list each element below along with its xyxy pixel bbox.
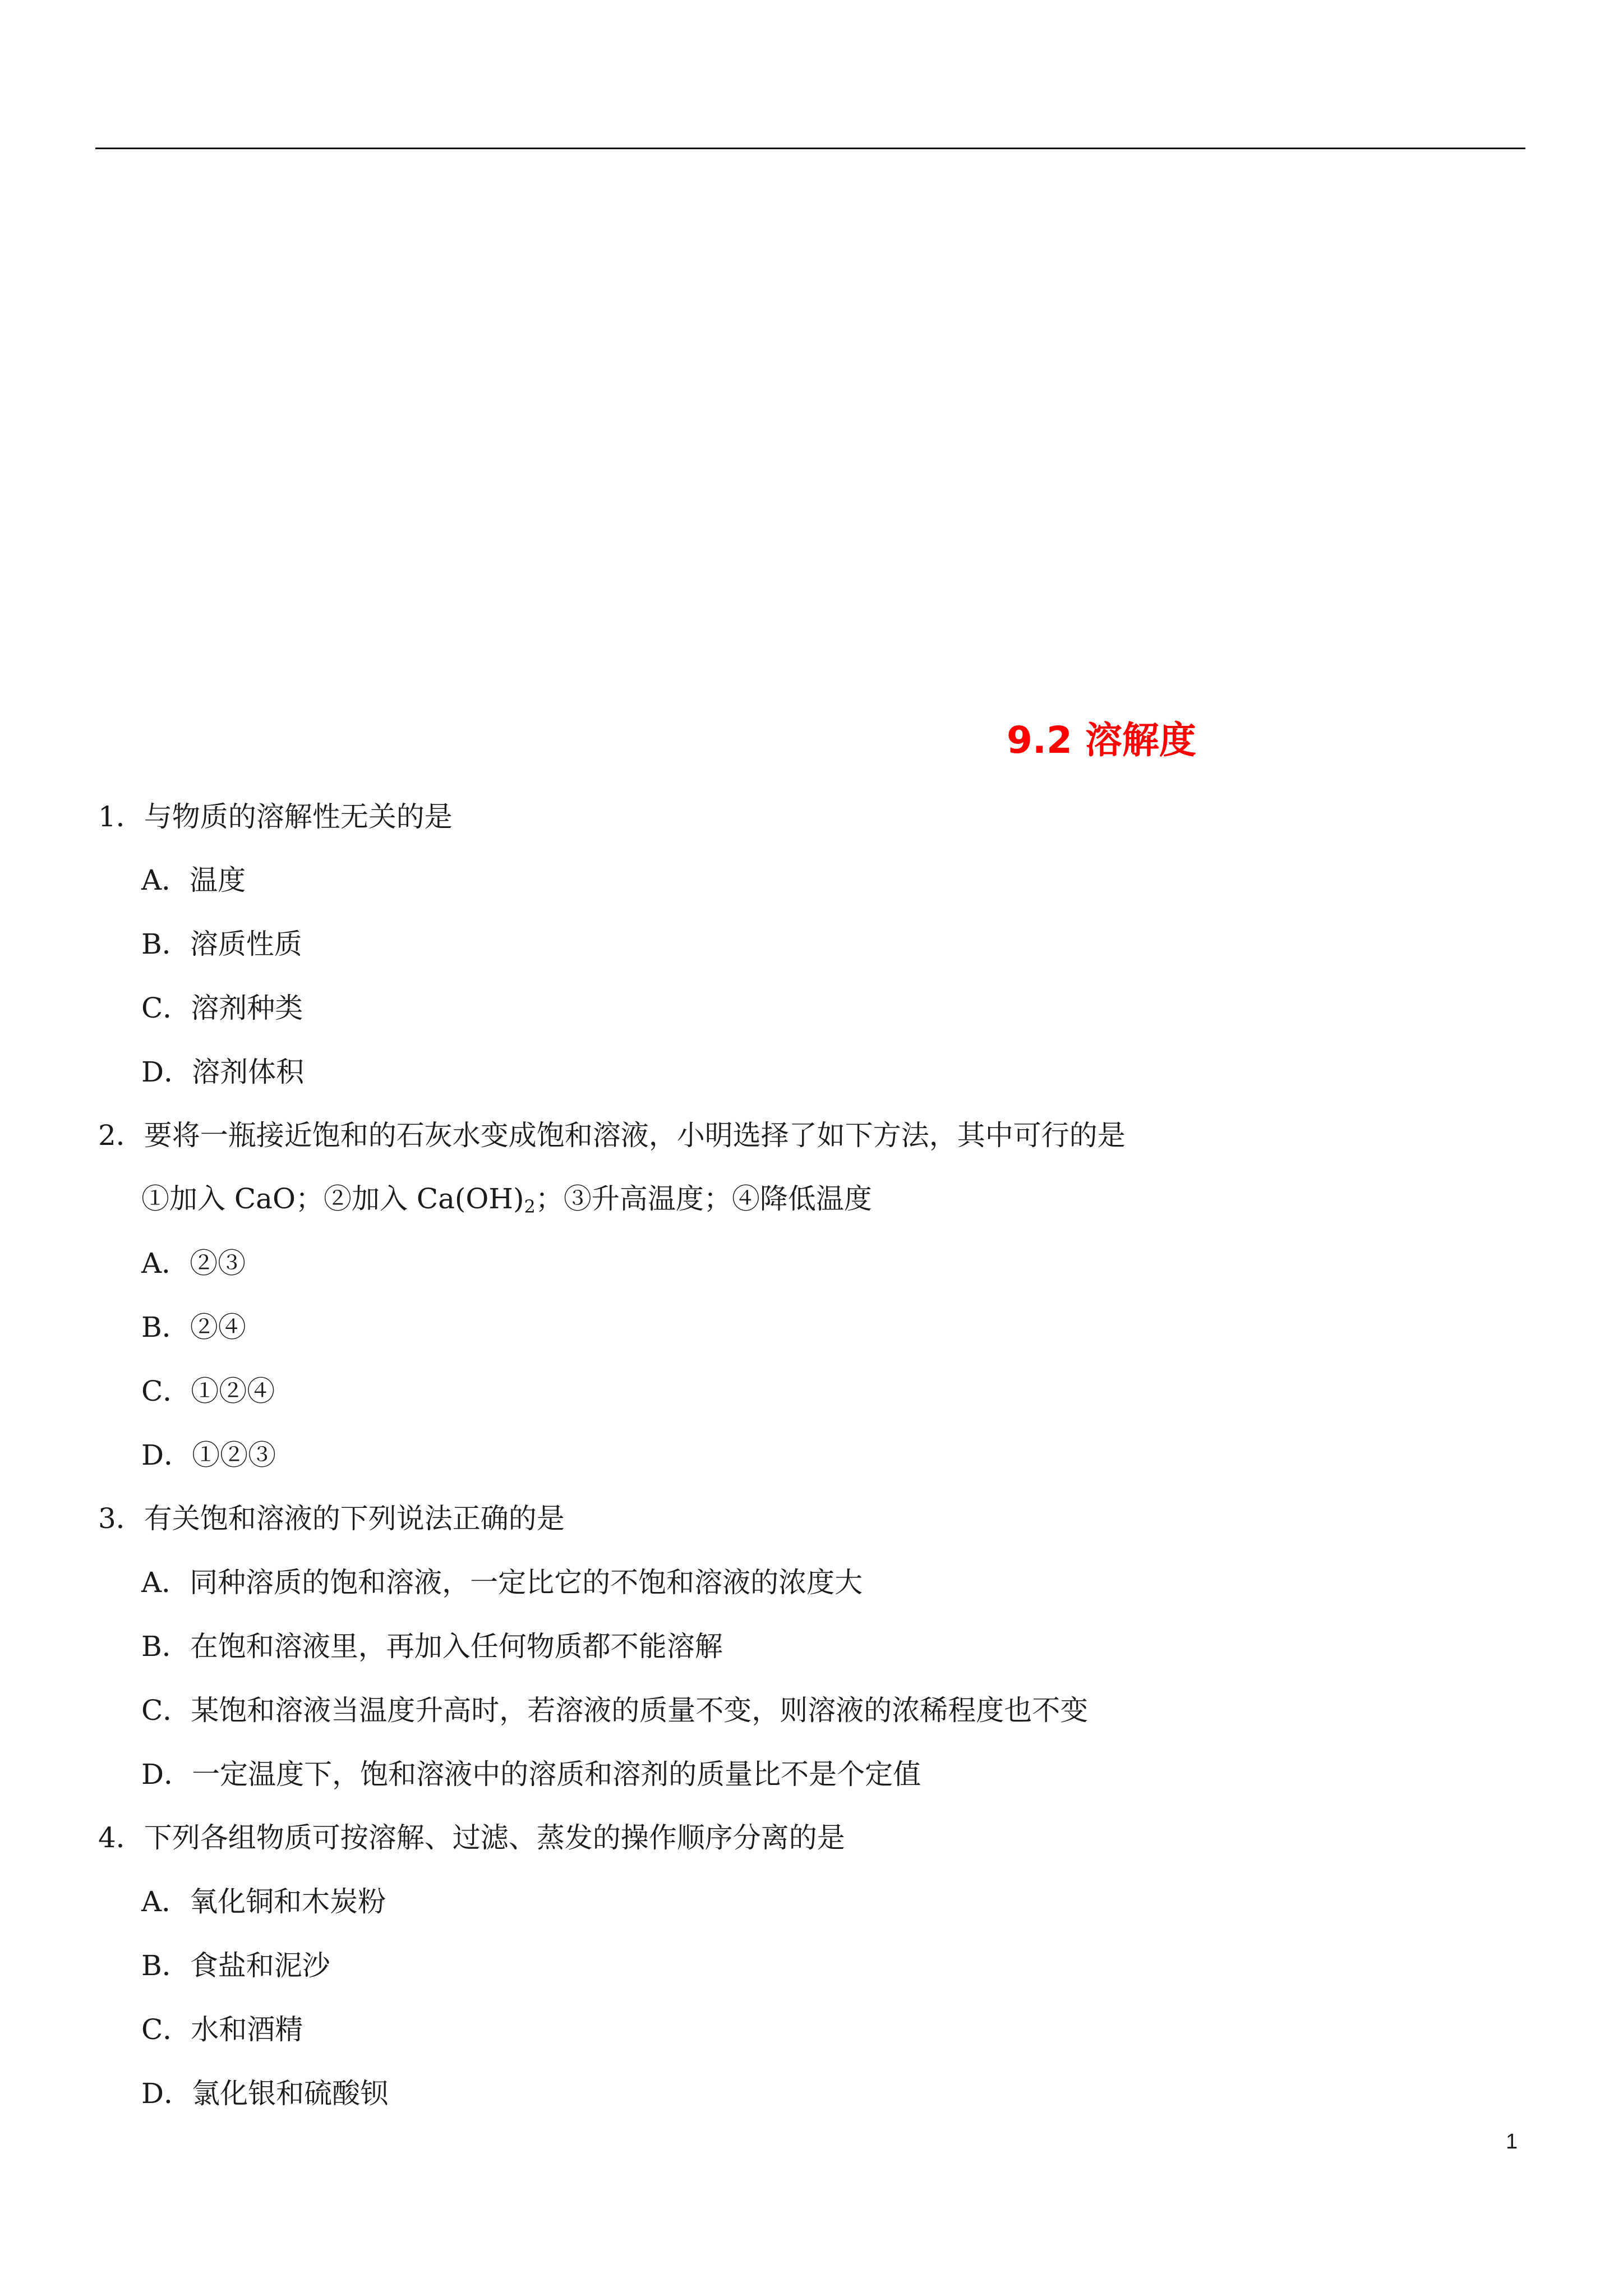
page-title: 9.2 溶解度 — [1007, 719, 1196, 762]
question-1-option-a: A．温度 — [141, 864, 246, 896]
question-1-stem: 1．与物质的溶解性无关的是 — [98, 800, 453, 833]
question-2-sub-stem-part1: ①加入 CaO；②加入 Ca(OH) — [141, 1182, 524, 1215]
question-4-option-a: A．氧化铜和木炭粉 — [141, 1885, 386, 1918]
question-2-sub-stem-subscript: 2 — [524, 1196, 536, 1217]
question-2-sub-stem — [141, 1181, 872, 1224]
question-2-option-c: C．①②④ — [141, 1375, 275, 1407]
question-3-stem: 3．有关饱和溶液的下列说法正确的是 — [98, 1502, 565, 1535]
question-2-option-a: A．②③ — [141, 1247, 246, 1280]
question-4-option-c: C．水和酒精 — [141, 2013, 303, 2046]
question-2-sub-stem-part2: ；③升高温度；④降低温度 — [535, 1182, 872, 1215]
question-4-option-b: B．食盐和泥沙 — [141, 1949, 330, 1982]
question-1-option-b: B．溶质性质 — [141, 928, 302, 960]
question-1-option-c: C．溶剂种类 — [141, 992, 303, 1024]
question-4-stem: 4．下列各组物质可按溶解、过滤、蒸发的操作顺序分离的是 — [98, 1821, 845, 1854]
question-4-option-d: D．氯化银和硫酸钡 — [141, 2077, 389, 2110]
question-3-option-a: A．同种溶质的饱和溶液，一定比它的不饱和溶液的浓度大 — [141, 1566, 863, 1599]
question-1-option-d: D．溶剂体积 — [141, 1056, 305, 1088]
question-2-stem: 2．要将一瓶接近饱和的石灰水变成饱和溶液，小明选择了如下方法，其中可行的是 — [98, 1119, 1126, 1152]
question-3-option-d: D．一定温度下，饱和溶液中的溶质和溶剂的质量比不是个定值 — [141, 1758, 921, 1791]
question-2-option-b: B．②④ — [141, 1311, 246, 1343]
question-3-option-c: C．某饱和溶液当温度升高时，若溶液的质量不变，则溶液的浓稀程度也不变 — [141, 1694, 1089, 1727]
question-2-option-d: D．①②③ — [141, 1439, 276, 1471]
page-number: 1 — [1506, 2130, 1518, 2154]
question-3-option-b: B．在饱和溶液里，再加入任何物质都不能溶解 — [141, 1630, 723, 1663]
